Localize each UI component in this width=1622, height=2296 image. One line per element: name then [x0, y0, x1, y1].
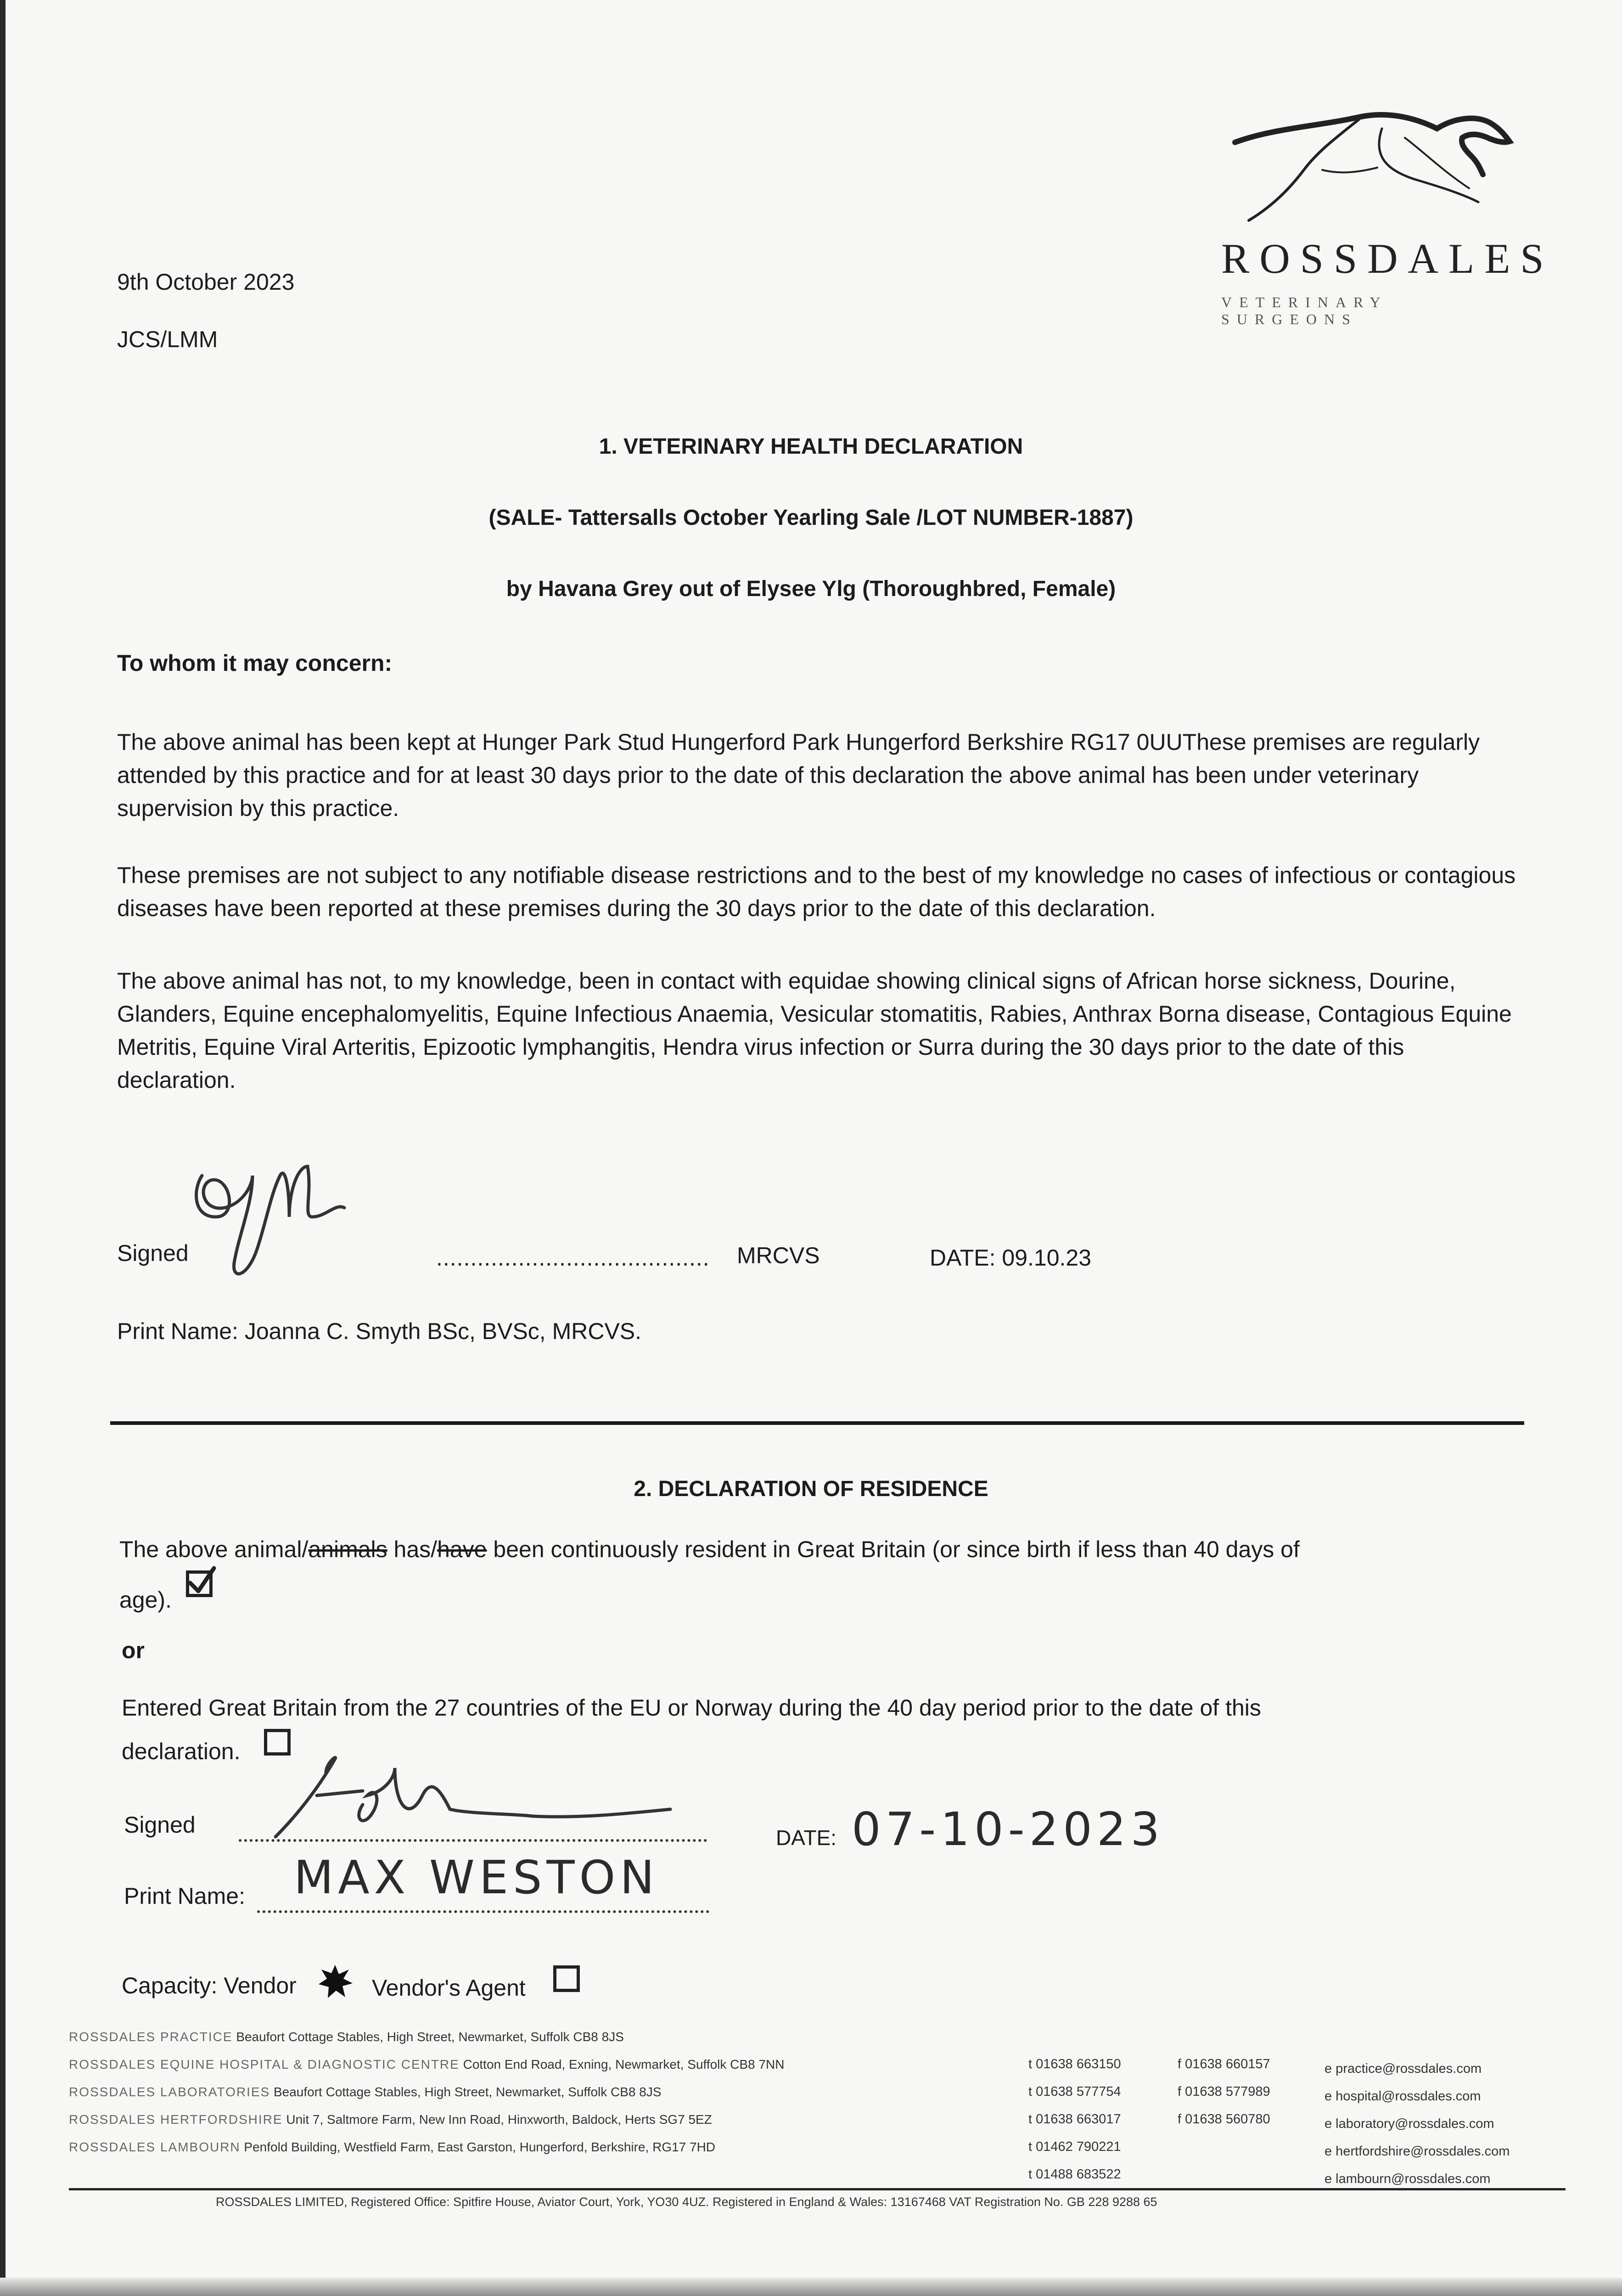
- office-name: ROSSDALES HERTFORDSHIRE: [69, 2112, 283, 2127]
- phone-practice: t 01638 663150: [1028, 2057, 1121, 2071]
- reference: JCS/LMM: [117, 326, 218, 352]
- footer-address-2: [69, 2057, 784, 2072]
- footer-faxes: [1178, 2050, 1270, 2133]
- vendor-agent-label: Vendor's Agent: [372, 1975, 526, 2001]
- email-lambourn[interactable]: e lambourn@rossdales.com: [1325, 2172, 1491, 2186]
- letter-date: 9th October 2023: [117, 269, 295, 295]
- office-name: ROSSDALES EQUINE HOSPITAL & DIAGNOSTIC CENTRE: [69, 2057, 460, 2071]
- phone-hospital: t 01638 577754: [1028, 2084, 1121, 2099]
- horse-icon: [1221, 101, 1524, 234]
- vendor-print-name: MAX WESTON: [294, 1851, 659, 1904]
- footer-address-4: [69, 2112, 712, 2127]
- vendor-filled-mark-icon: [317, 1963, 354, 2000]
- declaration-date-1: DATE: 09.10.23: [930, 1245, 1092, 1271]
- email-hospital[interactable]: e hospital@rossdales.com: [1325, 2089, 1481, 2104]
- office-name: ROSSDALES LABORATORIES: [69, 2085, 270, 2099]
- email-practice[interactable]: e practice@rossdales.com: [1325, 2061, 1482, 2076]
- vendor-signature: [257, 1740, 716, 1846]
- email-hertfordshire[interactable]: e hertfordshire@rossdales.com: [1325, 2144, 1510, 2159]
- phone-laboratory: t 01638 663017: [1028, 2112, 1121, 2127]
- signed-label-2: Signed: [124, 1812, 196, 1838]
- footer-emails: [1325, 2055, 1510, 2193]
- scan-left-edge: [0, 0, 6, 2296]
- eu-entry-end: declaration.: [122, 1739, 241, 1764]
- office-address: Beaufort Cottage Stables, High Street, Newmarket, Suffolk CB8 8JS: [273, 2085, 662, 2099]
- section1-title: 1. VETERINARY HEALTH DECLARATION: [599, 434, 1023, 459]
- paragraph-3: The above animal has not, to my knowledge, been in contact with equidae showing clinical signs of African horse sickness, Dourine, Glanders, Equine encephalomyelitis, Equine Infectious Anaemia, Vesicular stomatitis, Rabies, Anthrax Borna disease, Contagious Equine Metritis, Equine Viral Arteritis, Epizootic lymphangitis, Hendra virus infection or Surra during the 30 days prior to the date of this declaration.: [117, 968, 1512, 1093]
- animal-description: by Havana Grey out of Elysee Ylg (Thoroughbred, Female): [506, 577, 1116, 601]
- capacity-label: Capacity: Vendor: [122, 1973, 297, 1998]
- print-name-line-2: [257, 1910, 709, 1913]
- print-name-label-2: Print Name:: [124, 1883, 245, 1909]
- residence-text-b: has/: [387, 1536, 438, 1562]
- section2-title: 2. DECLARATION OF RESIDENCE: [634, 1477, 988, 1501]
- office-name: ROSSDALES PRACTICE: [69, 2030, 233, 2044]
- registered-office: ROSSDALES LIMITED, Registered Office: Spitfire House, Aviator Court, York, YO30 4UZ. Registered in England & Wales: 13167468 VAT Registration No. GB 228 9288 65: [216, 2195, 1157, 2209]
- mrcvs-label: MRCVS: [737, 1243, 820, 1268]
- check-mark-icon: [185, 1565, 218, 1598]
- email-laboratory[interactable]: e laboratory@rossdales.com: [1325, 2116, 1494, 2131]
- footer-rule: [69, 2188, 1566, 2190]
- fax-laboratory: f 01638 560780: [1178, 2112, 1270, 2127]
- office-address: Beaufort Cottage Stables, High Street, Newmarket, Suffolk CB8 8JS: [236, 2030, 624, 2044]
- residence-checkbox[interactable]: [186, 1570, 213, 1597]
- fax-hospital: f 01638 577989: [1178, 2084, 1270, 2099]
- eu-entry-statement: Entered Great Britain from the 27 countries of the EU or Norway during the 40 day period prior to the date of this: [122, 1695, 1261, 1721]
- signed-label-1: Signed: [117, 1240, 189, 1266]
- office-address: Penfold Building, Westfield Farm, East Garston, Hungerford, Berkshire, RG17 7HD: [244, 2140, 716, 2154]
- office-name: ROSSDALES LAMBOURN: [69, 2140, 241, 2154]
- residence-age-text: age).: [119, 1587, 172, 1613]
- logo-name: ROSSDALES: [1221, 235, 1554, 282]
- section1-subtitle: (SALE- Tattersalls October Yearling Sale /LOT NUMBER-1887): [488, 506, 1134, 530]
- footer-address-3: [69, 2085, 662, 2099]
- date-label-2: DATE:: [776, 1826, 837, 1850]
- paragraph-1: The above animal has been kept at Hunger Park Stud Hungerford Park Hungerford Berkshire RG17 0UUThese premises are regularly attended by this practice and for at least 30 days prior to the date of this declaration the above animal has been under veterinary supervision by this practice.: [117, 729, 1480, 821]
- residence-statement: [119, 1536, 1520, 1563]
- footer-address-1: [69, 2030, 624, 2044]
- residence-text-a: The above animal/: [119, 1536, 309, 1562]
- struck-animals: animals: [308, 1536, 387, 1562]
- rossdales-logo: [1221, 101, 1554, 331]
- residence-text-c: been continuously resident in Great Britain (or since birth if less than 40 days of: [487, 1536, 1300, 1562]
- paragraph-2: These premises are not subject to any notifiable disease restrictions and to the best of my knowledge no cases of infectious or contagious diseases have been reported at these premises during the 30 days prior to the date of this declaration.: [117, 862, 1516, 921]
- signature-dots-1: ........................................: [436, 1245, 710, 1271]
- struck-have: have: [437, 1536, 487, 1562]
- or-label: or: [122, 1638, 145, 1663]
- vet-print-name: Print Name: Joanna C. Smyth BSc, BVSc, MRCVS.: [117, 1318, 642, 1344]
- office-address: Unit 7, Saltmore Farm, New Inn Road, Hinxworth, Baldock, Herts SG7 5EZ: [286, 2112, 712, 2127]
- footer-address-5: [69, 2140, 715, 2155]
- scan-bottom-edge: [0, 2278, 1622, 2296]
- phone-lambourn: t 01488 683522: [1028, 2167, 1121, 2182]
- vendor-agent-checkbox[interactable]: [553, 1965, 580, 1992]
- fax-practice: f 01638 660157: [1178, 2057, 1270, 2071]
- logo-tagline: VETERINARY SURGEONS: [1221, 294, 1387, 327]
- phone-hertfordshire: t 01462 790221: [1028, 2139, 1121, 2154]
- declaration-date-2: 07-10-2023: [852, 1802, 1165, 1856]
- salutation: To whom it may concern:: [117, 650, 393, 676]
- office-address: Cotton End Road, Exning, Newmarket, Suffolk CB8 7NN: [463, 2057, 785, 2071]
- footer-phones: [1028, 2050, 1121, 2188]
- section-divider: [110, 1421, 1524, 1425]
- vet-signature: [174, 1148, 450, 1286]
